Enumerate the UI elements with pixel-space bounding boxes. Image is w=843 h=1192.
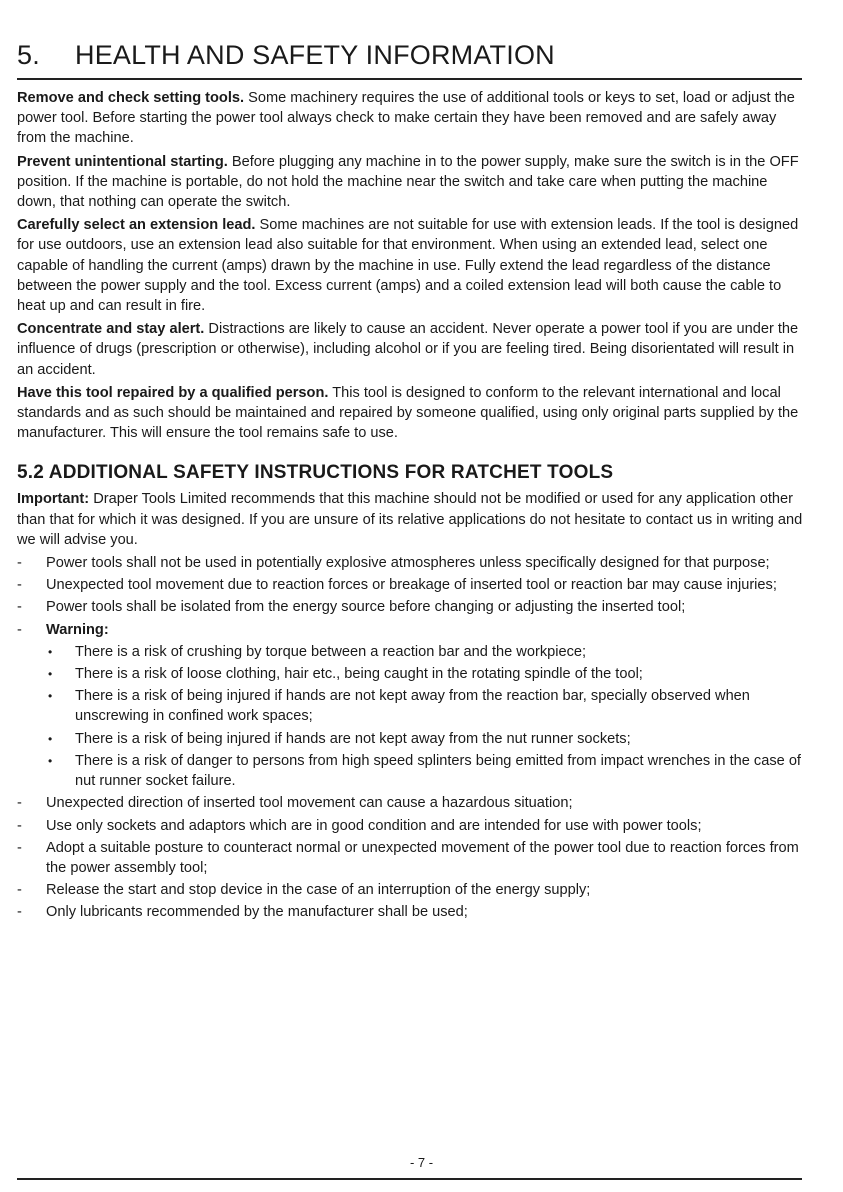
- paragraph-lead: Concentrate and stay alert.: [17, 321, 205, 338]
- paragraph-stay-alert: [17, 319, 807, 380]
- list-item: - Power tools shall be isolated from the energy source before changing or adjusting the inserted tool;: [17, 597, 807, 617]
- list-item: - Use only sockets and adaptors which are in good condition and are intended for use with power tools;: [17, 816, 807, 836]
- important-lead: Important:: [17, 491, 90, 508]
- warning-list: [46, 642, 807, 791]
- header-divider: [17, 78, 802, 80]
- page-number: - 7 -: [409, 1155, 434, 1170]
- paragraph-extension-lead: [17, 215, 807, 316]
- paragraph-text: Some machinery requires the use of additional tools or keys to set, load or adjust the power tool. Before starting the power tool always check to make certain they have been removed and are safely away from the machine.: [17, 90, 795, 147]
- section-title: HEALTH AND SAFETY INFORMATION: [75, 40, 555, 70]
- page-title: [17, 38, 802, 72]
- paragraph-lead: Carefully select an extension lead.: [17, 217, 256, 234]
- paragraph-setting-tools: [17, 88, 807, 149]
- list-item: - Adopt a suitable posture to counteract normal or unexpected movement of the power tool due to reaction forces from the power assembly tool;: [17, 838, 807, 878]
- warning-item: • There is a risk of being injured if hands are not kept away from the nut runner sockets;: [46, 729, 807, 749]
- paragraph-text: This tool is designed to conform to the relevant international and local standards and as such should be maintained and repaired by someone qualified, using only original parts supplied by the manufacturer. This will ensure the tool remains safe to use.: [17, 384, 799, 442]
- safety-instruction-list: [17, 553, 807, 922]
- paragraph-lead: Prevent unintentional starting.: [17, 153, 228, 170]
- paragraph-text: Before plugging any machine in to the power supply, make sure the switch is in the OFF position. If the machine is portable, do not hold the machine near the switch and take care when putting the machine down, that nothing can operate the switch.: [17, 153, 799, 211]
- paragraph-text: Distractions are likely to cause an accident. Never operate a power tool if you are under the influence of drugs (prescription or otherwise), including alcohol or if you are feeling tired. Being disorientated will result in an accident.: [17, 321, 799, 378]
- warning-item: • There is a risk of loose clothing, hair etc., being caught in the rotating spindle of the tool;: [46, 664, 807, 684]
- section-heading-ratchet-tools: 5.2 ADDITIONAL SAFETY INSTRUCTIONS FOR RATCHET TOOLS: [17, 462, 614, 484]
- warning-item: • There is a risk of crushing by torque between a reaction bar and the workpiece;: [46, 642, 807, 662]
- list-item: - Release the start and stop device in the case of an interruption of the energy supply;: [17, 880, 807, 900]
- document-body: [17, 88, 807, 925]
- warning-label: Warning:: [46, 621, 109, 638]
- paragraph-qualified-repair: [17, 383, 807, 444]
- list-item: - Only lubricants recommended by the manufacturer shall be used;: [17, 902, 807, 922]
- important-text: Draper Tools Limited recommends that this machine should not be modified or used for any application other than that for which it was designed. If you are unsure of its relative applications do not hesitate to contact us in writing and we will advise you.: [17, 491, 803, 548]
- paragraph-lead: Remove and check setting tools.: [17, 90, 245, 106]
- list-item: - Unexpected tool movement due to reaction forces or breakage of inserted tool or reaction bar may cause injuries;: [17, 575, 807, 595]
- list-item: - Power tools shall not be used in potentially explosive atmospheres unless specifically designed for that purpose;: [17, 553, 807, 573]
- paragraph-lead: Have this tool repaired by a qualified person.: [17, 384, 329, 401]
- section-number: 5.: [17, 40, 40, 70]
- list-item-warning: [17, 620, 807, 792]
- paragraph-text: Some machines are not suitable for use with extension leads. If the tool is designed for use outdoors, use an extension lead also suitable for that environment. When using an extended lead, select one capable of handling the current (amps) drawn by the machine in use. Fully extend the lead regardless of the distance between the power supply and the tool. Excess current (amps) and a coiled extension lead will both cause the cable to heat up and can result in fire.: [17, 217, 799, 315]
- list-item: - Unexpected direction of inserted tool movement can cause a hazardous situation;: [17, 793, 807, 813]
- warning-item: • There is a risk of being injured if hands are not kept away from the reaction bar, specially observed when unscrewing in confined work spaces;: [46, 686, 807, 726]
- warning-item: • There is a risk of danger to persons from high speed splinters being emitted from impact wrenches in the case of nut runner socket failure.: [46, 751, 807, 791]
- footer-divider: [17, 1178, 802, 1180]
- paragraph-unintentional-starting: [17, 152, 807, 213]
- important-note: [17, 489, 807, 550]
- page-header: [17, 38, 802, 72]
